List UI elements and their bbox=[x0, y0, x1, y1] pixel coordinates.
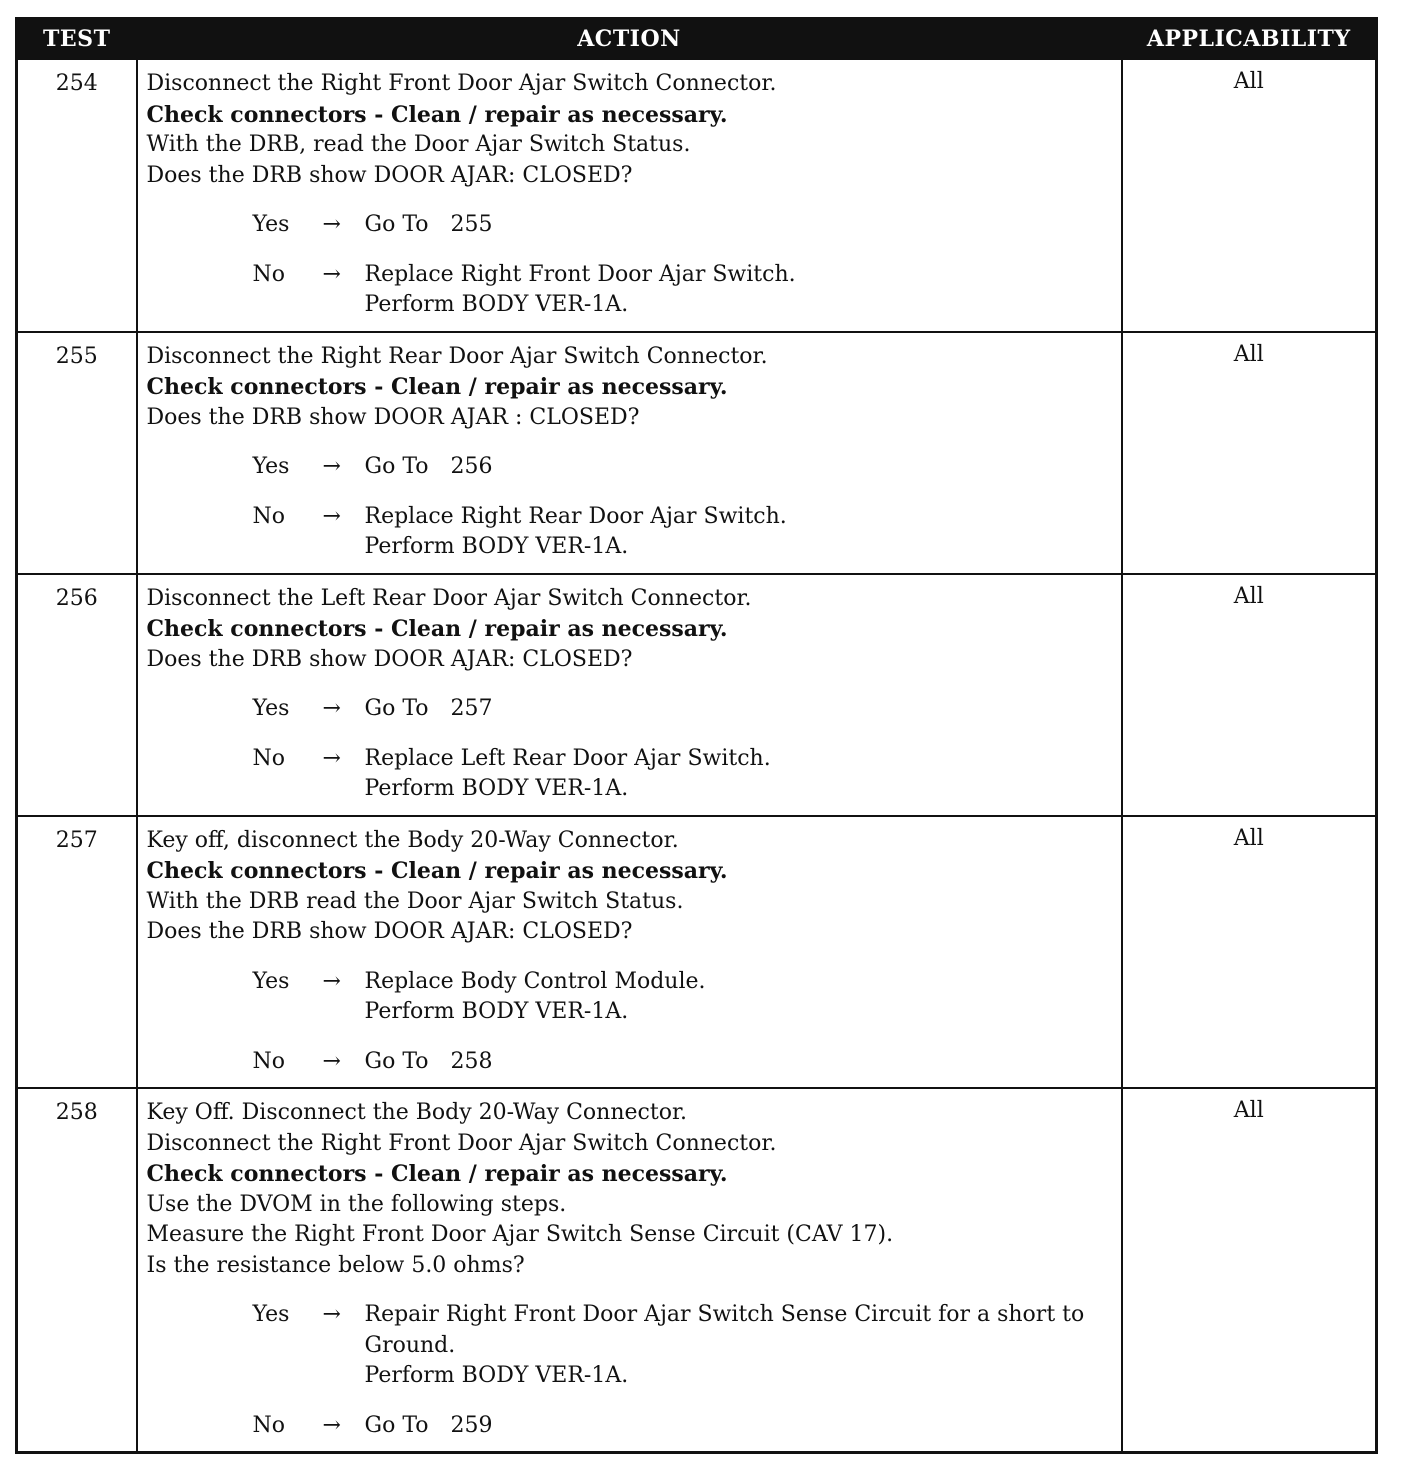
result-line: Replace Left Rear Door Ajar Switch. bbox=[364, 745, 771, 771]
right-arrow-icon: → bbox=[322, 1302, 341, 1327]
action-instruction-bold: Check connectors - Clean / repair as necessary. bbox=[146, 101, 728, 128]
goto-label: Go To bbox=[364, 454, 429, 479]
table-row bbox=[17, 332, 1377, 574]
right-arrow-icon: → bbox=[322, 503, 341, 529]
outcome-no-result bbox=[365, 502, 1115, 563]
action-instruction: Measure the Right Front Door Ajar Switch Sense Circuit (CAV 17). bbox=[146, 1222, 894, 1247]
test-number: 255 bbox=[17, 332, 137, 574]
goto-label: Go To bbox=[364, 1412, 429, 1438]
outcome-yes-label: Yes bbox=[252, 454, 290, 479]
goto-label: Go To bbox=[364, 1048, 429, 1074]
result-line: Perform BODY VER-1A. bbox=[364, 776, 629, 801]
applicability-value: All bbox=[1122, 59, 1377, 332]
header-action: ACTION bbox=[137, 19, 1122, 60]
table-body bbox=[17, 59, 1377, 1453]
applicability-value: All bbox=[1122, 1088, 1377, 1453]
outcome-no-label: No bbox=[252, 503, 285, 529]
action-cell bbox=[137, 816, 1122, 1089]
result-line: Replace Right Front Door Ajar Switch. bbox=[364, 261, 796, 287]
outcome-no-label: No bbox=[252, 261, 285, 287]
action-instruction: With the DRB read the Door Ajar Switch Status. bbox=[146, 888, 684, 914]
goto-line bbox=[365, 694, 1115, 725]
test-number: 254 bbox=[17, 59, 137, 332]
goto-target: 256 bbox=[450, 454, 493, 479]
goto-target: 259 bbox=[450, 1412, 493, 1438]
result-line: Perform BODY VER-1A. bbox=[364, 1363, 629, 1388]
action-instruction: Does the DRB show DOOR AJAR: CLOSED? bbox=[146, 919, 633, 944]
right-arrow-icon: → bbox=[322, 261, 341, 287]
outcome-no-result bbox=[365, 744, 1115, 805]
action-instruction-bold: Check connectors - Clean / repair as necessary. bbox=[146, 616, 728, 642]
outcome-no-label: No bbox=[252, 1412, 285, 1438]
right-arrow-icon: → bbox=[322, 212, 341, 237]
goto-target: 257 bbox=[450, 696, 493, 721]
outcome-yes bbox=[147, 694, 1115, 725]
action-instruction-bold: Check connectors - Clean / repair as necessary. bbox=[146, 1161, 728, 1187]
action-instruction-bold: Check connectors - Clean / repair as necessary. bbox=[146, 374, 728, 400]
outcome-yes bbox=[147, 1300, 1115, 1392]
outcome-no-result bbox=[365, 260, 1115, 321]
outcome-yes-result bbox=[365, 210, 1115, 241]
header-applicability: APPLICABILITY bbox=[1122, 19, 1377, 60]
goto-line bbox=[365, 452, 1115, 483]
outcome-yes-result bbox=[365, 1300, 1115, 1392]
table-header-row bbox=[17, 19, 1377, 60]
test-number: 258 bbox=[17, 1088, 137, 1453]
result-line: Perform BODY VER-1A. bbox=[364, 999, 629, 1024]
action-instruction: Use the DVOM in the following steps. bbox=[146, 1191, 567, 1217]
goto-target: 255 bbox=[450, 212, 493, 237]
result-line: Replace Body Control Module. bbox=[364, 968, 706, 994]
outcome-yes-label: Yes bbox=[252, 1302, 290, 1327]
outcome-no bbox=[147, 260, 1115, 321]
result-line: Repair Right Front Door Ajar Switch Sense Circuit for a short to bbox=[364, 1302, 1085, 1327]
outcome-yes bbox=[147, 967, 1115, 1028]
goto-label: Go To bbox=[364, 696, 429, 721]
result-line: Perform BODY VER-1A. bbox=[364, 292, 629, 317]
outcome-no-result bbox=[365, 1047, 1115, 1078]
outcome-no bbox=[147, 502, 1115, 563]
action-cell bbox=[137, 1088, 1122, 1453]
action-cell bbox=[137, 332, 1122, 574]
outcome-no bbox=[147, 744, 1115, 805]
action-instruction: Key Off. Disconnect the Body 20-Way Connector. bbox=[146, 1100, 688, 1125]
outcome-yes-label: Yes bbox=[252, 968, 290, 994]
outcome-yes-result bbox=[365, 967, 1115, 1028]
test-number: 257 bbox=[17, 816, 137, 1089]
action-instruction: Disconnect the Left Rear Door Ajar Switch Connector. bbox=[146, 585, 752, 611]
right-arrow-icon: → bbox=[322, 454, 341, 479]
diagnostic-test-table bbox=[15, 17, 1378, 1454]
goto-line bbox=[365, 210, 1115, 241]
action-cell bbox=[137, 59, 1122, 332]
outcome-yes-label: Yes bbox=[252, 212, 290, 237]
outcome-yes-result bbox=[365, 452, 1115, 483]
outcome-no-result bbox=[365, 1411, 1115, 1442]
action-instruction: Disconnect the Right Front Door Ajar Switch Connector. bbox=[146, 1130, 777, 1156]
applicability-value: All bbox=[1122, 332, 1377, 574]
outcome-yes-label: Yes bbox=[252, 696, 290, 721]
table-row bbox=[17, 59, 1377, 332]
result-line: Replace Right Rear Door Ajar Switch. bbox=[364, 503, 787, 529]
outcome-no bbox=[147, 1411, 1115, 1442]
outcome-no-label: No bbox=[252, 745, 285, 771]
applicability-value: All bbox=[1122, 816, 1377, 1089]
table-row bbox=[17, 1088, 1377, 1453]
outcome-yes-result bbox=[365, 694, 1115, 725]
action-instruction-bold: Check connectors - Clean / repair as necessary. bbox=[146, 858, 728, 884]
goto-target: 258 bbox=[450, 1048, 493, 1074]
diagnostic-table-sheet bbox=[15, 17, 1375, 1454]
right-arrow-icon: → bbox=[322, 968, 341, 994]
outcome-yes bbox=[147, 452, 1115, 483]
goto-label: Go To bbox=[364, 212, 429, 237]
table-row bbox=[17, 574, 1377, 816]
action-instruction: Does the DRB show DOOR AJAR: CLOSED? bbox=[146, 646, 633, 672]
right-arrow-icon: → bbox=[322, 745, 341, 771]
goto-line bbox=[365, 1047, 1115, 1078]
action-instruction: Does the DRB show DOOR AJAR : CLOSED? bbox=[146, 404, 640, 430]
right-arrow-icon: → bbox=[322, 1048, 341, 1074]
action-instruction: Is the resistance below 5.0 ohms? bbox=[146, 1252, 525, 1278]
action-instruction: Does the DRB show DOOR AJAR: CLOSED? bbox=[146, 162, 633, 188]
action-cell bbox=[137, 574, 1122, 816]
table-row bbox=[17, 816, 1377, 1089]
applicability-value: All bbox=[1122, 574, 1377, 816]
action-instruction: Disconnect the Right Front Door Ajar Switch Connector. bbox=[146, 71, 777, 96]
action-instruction: With the DRB, read the Door Ajar Switch Status. bbox=[146, 132, 691, 157]
test-number: 256 bbox=[17, 574, 137, 816]
action-instruction: Key off, disconnect the Body 20-Way Connector. bbox=[146, 827, 679, 853]
result-line: Ground. bbox=[364, 1332, 456, 1358]
right-arrow-icon: → bbox=[322, 1412, 341, 1438]
outcome-yes bbox=[147, 210, 1115, 241]
header-test: TEST bbox=[17, 19, 137, 60]
right-arrow-icon: → bbox=[322, 696, 341, 721]
outcome-no bbox=[147, 1047, 1115, 1078]
goto-line bbox=[365, 1411, 1115, 1442]
outcome-no-label: No bbox=[252, 1048, 285, 1074]
result-line: Perform BODY VER-1A. bbox=[364, 534, 629, 559]
action-instruction: Disconnect the Right Rear Door Ajar Switch Connector. bbox=[146, 343, 768, 369]
